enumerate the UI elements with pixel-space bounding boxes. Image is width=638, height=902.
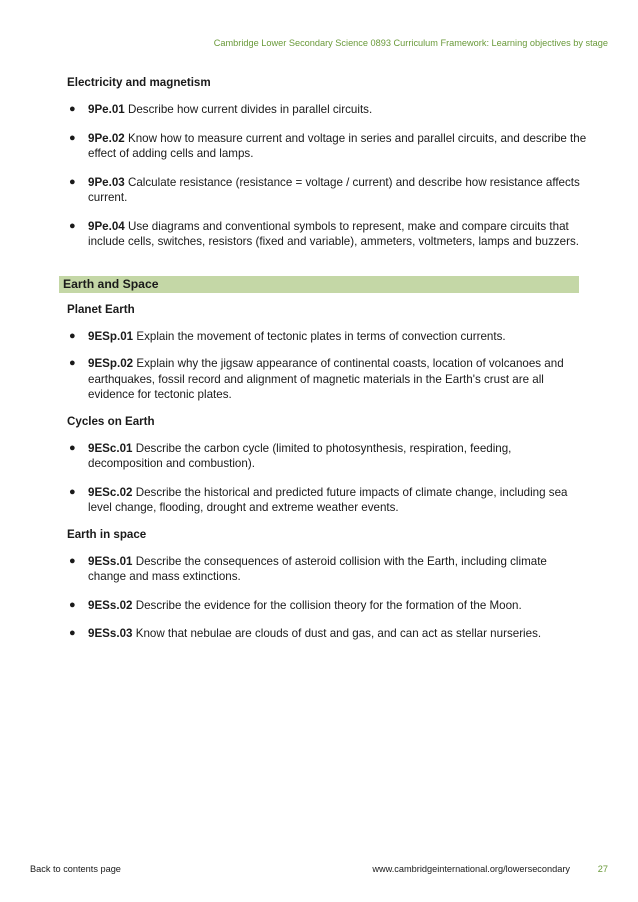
section-title-earth-space: Earth and Space — [59, 276, 579, 293]
website-link[interactable]: www.cambridgeinternational.org/lowersecondary — [372, 864, 570, 874]
bullet-icon: ● — [69, 554, 76, 567]
objective-code: 9ESs.03 — [88, 627, 133, 640]
list-item — [67, 356, 587, 403]
bullet-icon: ● — [69, 598, 76, 611]
bullet-icon: ● — [69, 103, 76, 115]
objective-text: Explain why the jigsaw appearance of continental coasts, location of volcanoes and earthquakes, fossil record and alignment of magnetic materials in the Earth's crust are all evidence for tectonic plates. — [88, 357, 564, 401]
back-to-contents-link[interactable]: Back to contents page — [30, 864, 121, 874]
objective-text: Know how to measure current and voltage in series and parallel circuits, and describe the effect of adding cells and lamps. — [88, 131, 587, 160]
objective-text: Describe the historical and predicted future impacts of climate change, including sea level change, flooding, drought and extreme weather events. — [88, 485, 568, 514]
objective-code: 9ESs.02 — [88, 598, 133, 612]
list-item — [67, 131, 587, 162]
objective-text: Describe the consequences of asteroid collision with the Earth, including climate change and mass extinctions. — [88, 554, 547, 583]
objectives-list-earth-in-space — [67, 554, 587, 642]
objective-code: 9ESc.02 — [88, 485, 133, 499]
list-item — [67, 175, 587, 206]
bullet-icon: ● — [69, 627, 76, 639]
list-item — [67, 598, 587, 614]
objective-text: Know that nebulae are clouds of dust and gas, and can act as stellar nurseries. — [132, 627, 542, 640]
bullet-icon: ● — [69, 357, 76, 369]
objective-code: 9Pe.02 — [88, 131, 125, 145]
page-number: 27 — [597, 864, 608, 874]
subheading-earth-in-space: Earth in space — [67, 527, 147, 541]
objective-text: Use diagrams and conventional symbols to represent, make and compare circuits that include cells, switches, resistors (fixed and variable), ammeters, voltmeters, lamps and buzzers. — [88, 219, 579, 248]
objectives-list-electricity — [67, 102, 587, 250]
subheading-planet-earth: Planet Earth — [67, 302, 135, 316]
objectives-list-planet-earth — [67, 329, 587, 403]
list-item — [67, 626, 587, 642]
page-header: Cambridge Lower Secondary Science 0893 Curriculum Framework: Learning objectives by stage — [213, 38, 608, 48]
bullet-icon: ● — [69, 131, 76, 144]
objective-text: Calculate resistance (resistance = voltage / current) and describe how resistance affects current. — [88, 175, 580, 204]
subheading-cycles-on-earth: Cycles on Earth — [67, 414, 155, 428]
objective-text: Explain the movement of tectonic plates in terms of convection currents. — [133, 329, 506, 343]
bullet-icon: ● — [69, 329, 76, 342]
objective-code: 9ESp.02 — [88, 357, 134, 370]
objective-code: 9ESp.01 — [88, 329, 134, 343]
objective-text: Describe how current divides in parallel circuits. — [124, 103, 373, 116]
objectives-list-cycles — [67, 441, 587, 516]
list-item — [67, 329, 587, 345]
main-content — [63, 76, 587, 642]
objective-code: 9Pe.04 — [88, 219, 125, 233]
bullet-icon: ● — [69, 485, 76, 498]
objective-text: Describe the carbon cycle (limited to photosynthesis, respiration, feeding, decomposition and combustion). — [88, 441, 512, 470]
objective-code: 9ESc.01 — [88, 441, 133, 455]
bullet-icon: ● — [69, 175, 76, 188]
objective-text: Describe the evidence for the collision theory for the formation of the Moon. — [132, 598, 522, 612]
objective-code: 9Pe.01 — [88, 103, 125, 116]
list-item — [67, 485, 587, 516]
subheading-electricity: Electricity and magnetism — [67, 76, 211, 89]
list-item — [67, 219, 587, 250]
objective-code: 9Pe.03 — [88, 175, 125, 189]
bullet-icon: ● — [69, 441, 76, 454]
objective-code: 9ESs.01 — [88, 554, 133, 568]
list-item — [67, 441, 587, 472]
list-item — [67, 102, 587, 118]
bullet-icon: ● — [69, 219, 76, 232]
list-item — [67, 554, 587, 585]
